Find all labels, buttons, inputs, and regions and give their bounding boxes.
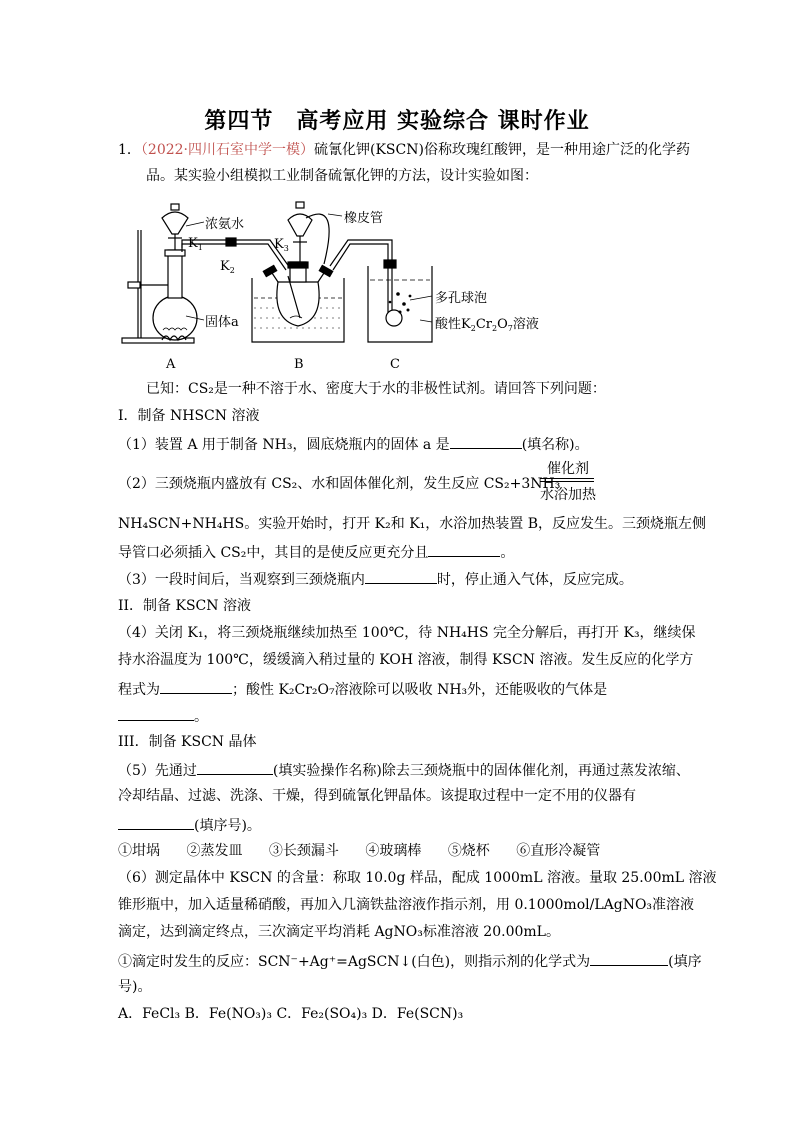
options-part-6: A．FeCl₃ B．Fe(NO₃)₃ C．Fe₂(SO₄)₃ D．Fe(SCN)₃ (118, 1006, 464, 1022)
label-solid-a: 固体a (205, 315, 239, 330)
question-1-part-3: （3）一段时间后，当观察到三颈烧瓶内 时，停止通入气体，反应完成。 (118, 569, 688, 589)
question-1-part-4-line-3: 程式为 ；酸性 K₂Cr₂O₇溶液除可以吸收 NH₃外，还能吸收的气体是 (118, 679, 688, 699)
answer-blank[interactable] (428, 542, 500, 557)
option-4: ④玻璃棒 (365, 843, 422, 859)
option-2: ②蒸发皿 (186, 843, 243, 859)
question-1-part-2-line-3: 导管口必须插入 CS₂中，其目的是使反应更充分且 。 (118, 542, 688, 562)
question-1-part-2-line-2: NH₄SCN+NH₄HS。实验开始时，打开 K₂和 K₁，水浴加热装置 B，反应发生。三颈烧瓶左侧 (118, 516, 707, 532)
question-1-part-6-line-5: 号)。 (118, 979, 152, 995)
question-1-part-4-line-2: 持水浴温度为 100℃，缓缓滴入稍过量的 KOH 溶液，制得 KSCN 溶液。发生反应的化学方 (118, 652, 694, 668)
known-info: 已知：CS₂是一种不溶于水、密度大于水的非极性试剂。请回答下列问题： (146, 381, 606, 397)
option-1: ①坩埚 (118, 843, 160, 859)
label-ammonia: 浓氨水 (205, 217, 245, 232)
label-rubber-tube: 橡皮管 (344, 211, 384, 226)
answer-blank[interactable] (118, 815, 194, 830)
question-1-part-6-line-3: 滴定，达到滴定终点，三次滴定平均消耗 AgNO₃标准溶液 20.00mL。 (118, 924, 560, 940)
label-porous-bubbler: 多孔球泡 (435, 291, 488, 306)
question-number: 1． (118, 142, 141, 158)
question-1-line-1 (118, 141, 688, 159)
option-3: ③长颈漏斗 (268, 843, 339, 859)
question-1-part-5-line-3: (填序号)。 (118, 815, 688, 835)
question-1-part-5-line-1: （5）先通过 (填实验操作名称)除去三颈烧瓶中的固体催化剂，再通过蒸发浓缩、 (118, 760, 688, 780)
apparatus-figure (0, 190, 794, 380)
question-source: （2022·四川石室中学一模） (140, 142, 315, 158)
answer-blank[interactable] (197, 760, 273, 775)
answer-blank[interactable] (450, 434, 522, 449)
label-k3: $K_3$ (274, 237, 289, 253)
question-1-part-4-line-4: 。 (118, 706, 688, 726)
section-1-heading: I．制备 NHSCN 溶液 (118, 408, 260, 424)
option-6: ⑥直形冷凝管 (516, 843, 601, 859)
option-5: ⑤烧杯 (447, 843, 490, 859)
condition-water-bath: 水浴加热 (540, 487, 596, 503)
question-1-part-6-line-2: 锥形瓶中，加入适量稀硝酸，再加入几滴铁盐溶液作指示剂，用 0.1000mol/LAgNO₃准溶液 (118, 897, 695, 913)
answer-blank[interactable] (160, 679, 232, 694)
question-1-part-6-line-4: ①滴定时发生的反应：SCN⁻+Ag⁺=AgSCN↓(白色)，则指示剂的化学式为 (填序 (118, 951, 688, 971)
label-k2: $K_2$ (220, 259, 235, 275)
label-k1: $K_1$ (188, 236, 203, 252)
options-part-5 (118, 842, 688, 860)
label-apparatus-a: A (166, 357, 176, 372)
question-intro: 硫氰化钾(KSCN)俗称玫瑰红酸钾，是一种用途广泛的化学药 (314, 142, 690, 158)
question-1-part-5-line-2: 冷却结晶、过滤、洗涤、干燥，得到硫氰化钾晶体。该提取过程中一定不用的仪器有 (118, 788, 636, 804)
question-1-part-1: （1）装置 A 用于制备 NH₃，圆底烧瓶内的固体 a 是 (填名称)。 (118, 434, 688, 454)
question-1-part-2-line-1: （2）三颈烧瓶内盛放有 CS₂、水和固体催化剂，发生反应 CS₂+3NH₃ (118, 476, 561, 492)
section-3-heading: III．制备 KSCN 晶体 (118, 734, 257, 750)
question-1-line-2: 品。某实验小组模拟工业制备硫氰化钾的方法，设计实验如图： (146, 168, 538, 184)
answer-blank[interactable] (118, 706, 194, 721)
section-2-heading: II．制备 KSCN 溶液 (118, 598, 251, 614)
page-title: 第四节 高考应用 实验综合 课时作业 (204, 109, 590, 134)
question-1-part-4-line-1: （4）关闭 K₁，将三颈烧瓶继续加热至 100℃，待 NH₄HS 完全分解后，再打开 K₃，继续保 (118, 625, 696, 641)
label-acidic-dichromate: 酸性$K_2Cr_2O_7$溶液 (435, 317, 539, 333)
question-1-part-6-line-1: （6）测定晶体中 KSCN 的含量：称取 10.0g 样品，配成 1000mL 溶液。量取 25.00mL 溶液 (118, 870, 717, 886)
label-apparatus-b: B (294, 357, 304, 372)
label-apparatus-c: C (390, 357, 400, 372)
answer-blank[interactable] (365, 569, 437, 584)
answer-blank[interactable] (590, 951, 668, 966)
condition-catalyst: 催化剂 (547, 461, 589, 477)
